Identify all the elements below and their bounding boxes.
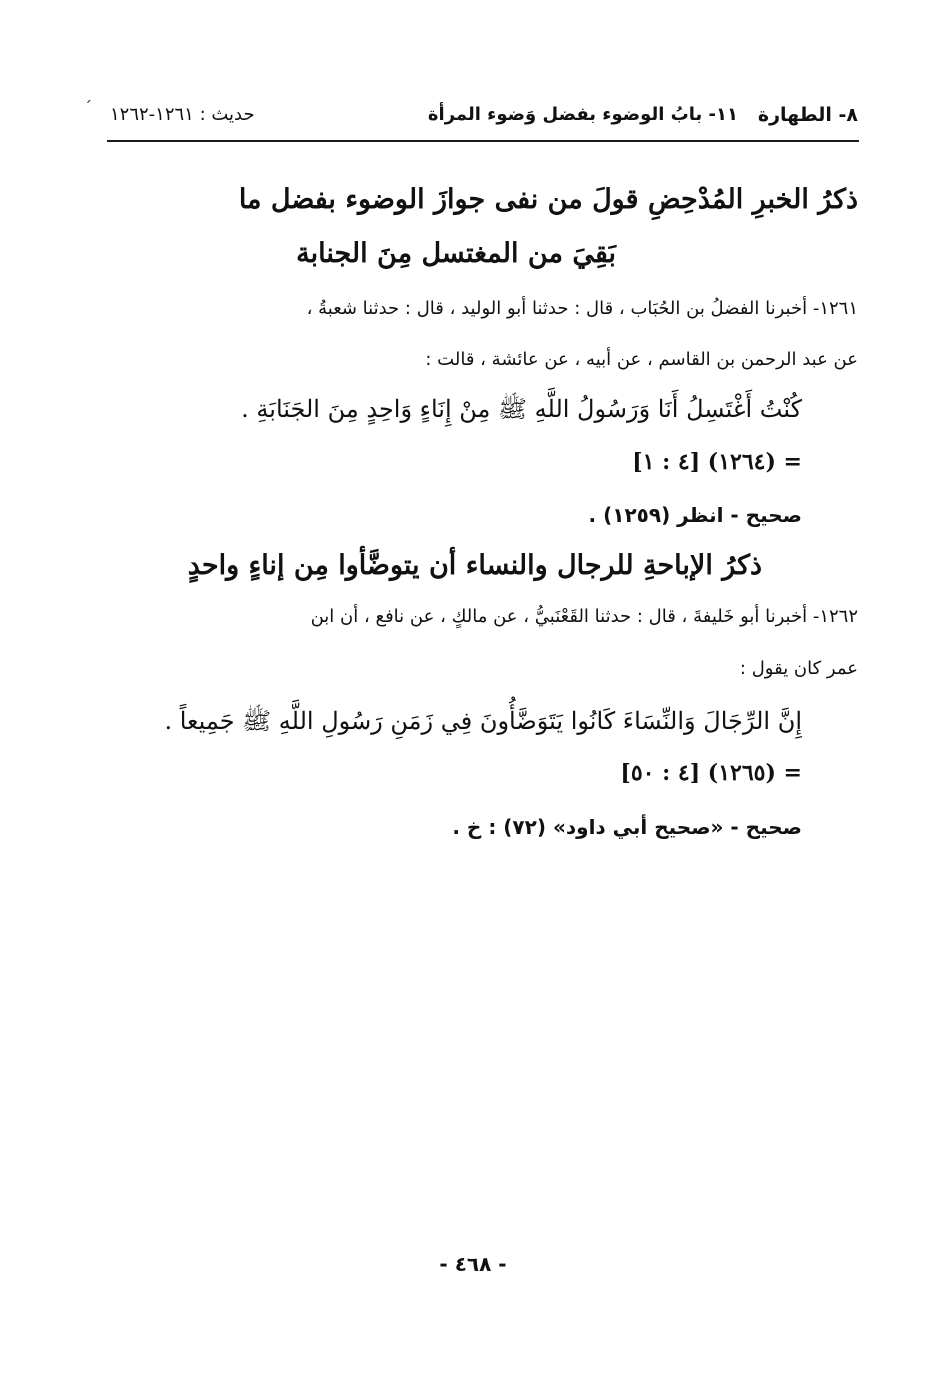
header-rule: [107, 140, 859, 142]
page-number: - ٤٦٨ -: [439, 1252, 507, 1276]
section2-heading: ذكرُ الإباحةِ للرجال والنساء أن يتوضَّأوا مِن إناءٍ واحدٍ: [187, 550, 762, 581]
hadith1262-isnad-line2: عمر كان يقول :: [739, 658, 858, 679]
header-hadith-range: حديث : ١٢٦١-١٢٦٢: [110, 104, 255, 125]
hadith1262-grade: صحيح - «صحيح أبي داود» (٧٢) : خ .: [452, 815, 802, 839]
hadith1261-isnad-line2: عن عبد الرحمن بن القاسم ، عن أبيه ، عن عائشة ، قالت :: [425, 349, 858, 370]
hadith1262-matn: إِنَّ الرِّجَالَ وَالنِّسَاءَ كَانُوا يَتَوَضَّأُونَ فِي زَمَنِ رَسُولِ اللَّهِ ﷺ جَمِيعاً .: [164, 707, 802, 735]
header-chapter-title: ١١- بابُ الوضوء بفضل وَضوء المرأة: [427, 104, 738, 125]
hadith1261-isnad-line1: ١٢٦١- أخبرنا الفضلُ بن الحُبَاب ، قال : حدثنا أبو الوليد ، قال : حدثنا شعبةُ ،: [306, 298, 858, 319]
section1-heading-line2: بَقِيَ من المغتسل مِنَ الجنابة: [296, 238, 616, 269]
hadith1261-reference: = (١٢٦٤) [٤ : ١]: [632, 449, 802, 475]
hadith1262-reference: = (١٢٦٥) [٤ : ٥٠]: [620, 760, 802, 786]
header-corner-mark: ˊ: [84, 98, 92, 117]
hadith1261-matn: كُنْتُ أَغْتَسِلُ أَنَا وَرَسُولُ اللَّهِ ﷺ مِنْ إِنَاءٍ وَاحِدٍ مِنَ الجَنَابَةِ .: [241, 395, 802, 423]
hadith1261-grade: صحيح - انظر (١٢٥٩) .: [588, 503, 802, 527]
header-book-section: ٨- الطهارة: [757, 104, 858, 126]
hadith1262-isnad-line1: ١٢٦٢- أخبرنا أبو خَليفةَ ، قال : حدثنا القَعْنَبيُّ ، عن مالكٍ ، عن نافع ، أن ابن: [310, 606, 858, 627]
section1-heading-line1: ذكرُ الخبرِ المُدْحِضِ قولَ من نفى جوازَ الوضوء بفضل ما: [238, 184, 858, 215]
